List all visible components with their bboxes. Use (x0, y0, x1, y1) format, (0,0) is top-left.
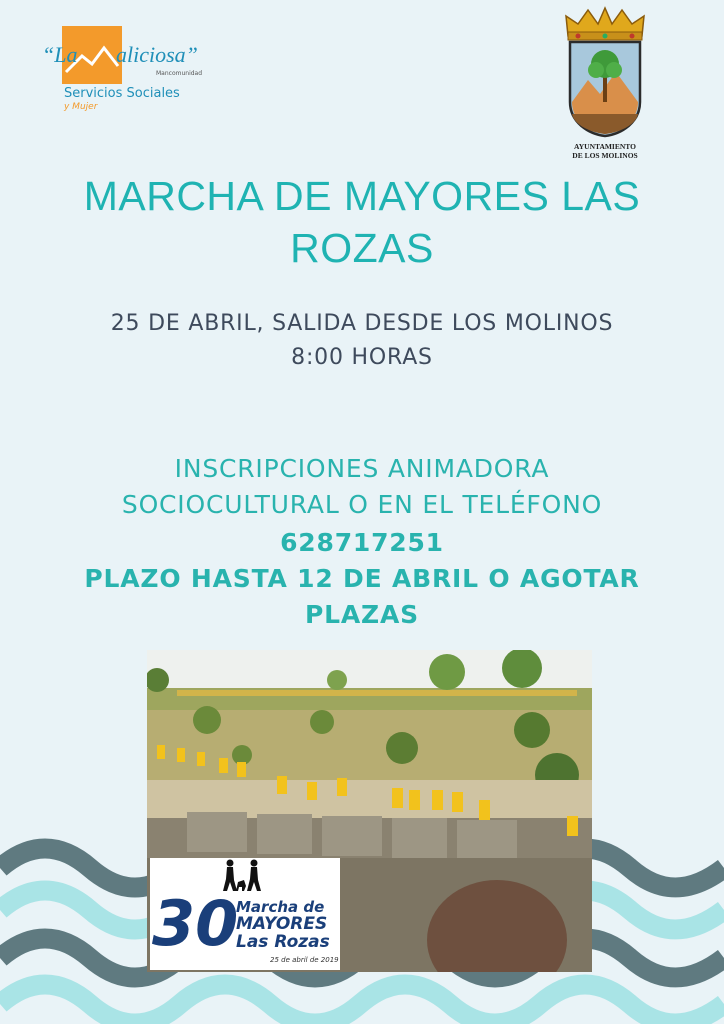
title-line-2: ROZAS (290, 225, 434, 271)
event-logo-date: 25 de abril de 2019 (270, 956, 339, 964)
event-logo-line2: MAYORES (236, 914, 328, 934)
coat-caption-line2: DE LOS MOLINOS (572, 151, 638, 160)
registration-line-2: SOCIOCULTURAL O EN EL TELÉFONO (121, 490, 603, 519)
logo-name-part2: aliciosa” (116, 42, 198, 67)
mancomunidad-logo (38, 24, 203, 120)
crown-shield-icon (558, 6, 652, 138)
logo-name-part1: “La (42, 42, 78, 67)
coat-of-arms (550, 6, 660, 166)
event-date-line: 25 DE ABRIL, SALIDA DESDE LOS MOLINOS (110, 311, 614, 336)
registration-line-1: INSCRIPCIONES ANIMADORA (174, 454, 550, 483)
page-title (40, 170, 684, 274)
logo-subtitle: Mancomunidad (156, 70, 203, 77)
logo-mujer: y Mujer (64, 102, 98, 112)
event-logo-line3: Las Rozas (236, 932, 330, 952)
event-logo-number: 30 (152, 887, 239, 960)
registration-phone: 628717251 (280, 528, 444, 557)
coat-caption-line1: AYUNTAMIENTO (574, 142, 636, 151)
logo-services: Servicios Sociales (64, 86, 180, 101)
deadline-line-2: PLAZAS (305, 600, 419, 629)
deadline-line-1: PLAZO HASTA 12 DE ABRIL O AGOTAR (84, 564, 640, 593)
event-time-line: 8:00 HORAS (291, 345, 433, 370)
event-logo (150, 858, 340, 970)
event-logo-line1: Marcha de (236, 898, 325, 916)
title-line-1: MARCHA DE MAYORES LAS (83, 173, 641, 219)
